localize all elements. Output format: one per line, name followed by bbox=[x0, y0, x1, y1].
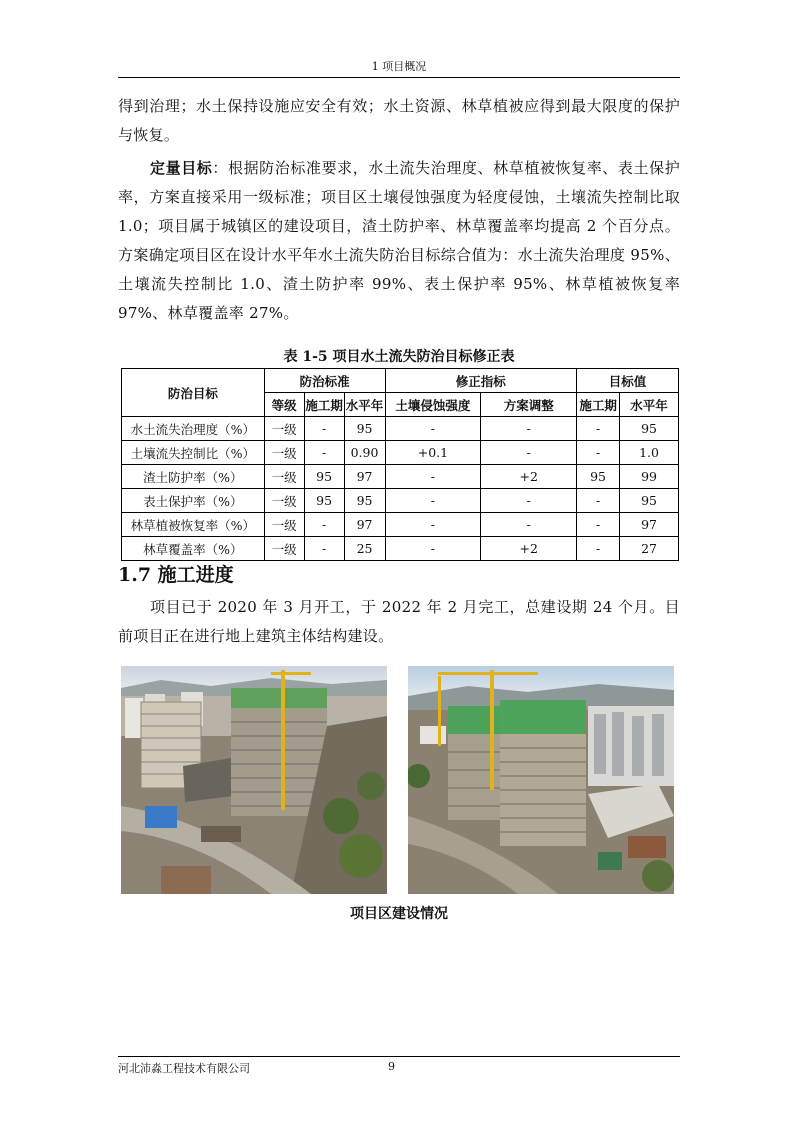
photo-caption: 项目区建设情况 bbox=[350, 906, 448, 922]
header-divider bbox=[118, 77, 680, 78]
header-target-design-year: 水平年 bbox=[620, 393, 679, 417]
table-cell: 95 bbox=[620, 417, 679, 441]
header-target-construction: 施工期 bbox=[577, 393, 620, 417]
table-row bbox=[122, 489, 679, 513]
header-plan-adjust: 方案调整 bbox=[481, 393, 577, 417]
table-cell: 一级 bbox=[264, 417, 304, 441]
table-cell: 95 bbox=[344, 489, 385, 513]
table-cell: 一级 bbox=[264, 441, 304, 465]
header-goal: 防治目标 bbox=[122, 369, 265, 417]
construction-photo-left bbox=[121, 666, 387, 894]
table-cell: 95 bbox=[344, 417, 385, 441]
table-cell: 97 bbox=[344, 513, 385, 537]
table-cell: - bbox=[385, 417, 481, 441]
footer-company: 河北沛淼工程技术有限公司 bbox=[118, 1062, 250, 1075]
table-cell: 一级 bbox=[264, 513, 304, 537]
table-cell: 一级 bbox=[264, 465, 304, 489]
table-cell: - bbox=[577, 441, 620, 465]
table-cell: - bbox=[577, 537, 620, 561]
quantitative-goal-text: ：根据防治标准要求，水土流失治理度、林草植被恢复率、表土保护率，方案直接采用一级标准；项目区土壤侵蚀强度为轻度侵蚀，土壤流失控制比取 1.0；项目属于城镇区的建设项目，渣土防护率、林草覆盖率均提高 2 个百分点。方案确定项目区在设计水平年水土流失防治目标综合值为：水土流失治理度 95%、土壤流失控制比 1.0、渣土防护率 99%、表土保护率 95%、林草植被恢复率 97%、林草覆盖率 27%。 bbox=[118, 159, 680, 322]
section-title: 1.7 施工进度 bbox=[118, 564, 234, 586]
paragraph-governance: 得到治理；水土保持设施应安全有效；水土资源、林草植被应得到最大限度的保护与恢复。 bbox=[118, 97, 680, 144]
table-cell: - bbox=[481, 489, 577, 513]
header-grade: 等级 bbox=[264, 393, 304, 417]
header-standard: 防治标准 bbox=[264, 369, 385, 393]
table-row bbox=[122, 417, 679, 441]
table-cell: +0.1 bbox=[385, 441, 481, 465]
table-cell: +2 bbox=[481, 465, 577, 489]
table-cell: - bbox=[577, 417, 620, 441]
table-cell: - bbox=[577, 513, 620, 537]
table-cell: 林草覆盖率（%） bbox=[122, 537, 265, 561]
table-cell: - bbox=[481, 441, 577, 465]
table-cell: +2 bbox=[481, 537, 577, 561]
table-cell: - bbox=[385, 489, 481, 513]
table-row bbox=[122, 441, 679, 465]
table-row bbox=[122, 537, 679, 561]
construction-photo-right bbox=[408, 666, 674, 894]
quantitative-goal-label: 定量目标 bbox=[150, 159, 213, 177]
table-cell: 99 bbox=[620, 465, 679, 489]
table-cell: 95 bbox=[304, 465, 344, 489]
table-cell: - bbox=[304, 417, 344, 441]
page-header: 1 项目概况 bbox=[371, 60, 427, 73]
footer-divider bbox=[118, 1056, 680, 1057]
table-cell: 一级 bbox=[264, 489, 304, 513]
table-row bbox=[122, 465, 679, 489]
table-cell: 95 bbox=[620, 489, 679, 513]
correction-table bbox=[121, 368, 679, 561]
table-cell: 一级 bbox=[264, 537, 304, 561]
table-cell: 林草植被恢复率（%） bbox=[122, 513, 265, 537]
header-design-year: 水平年 bbox=[344, 393, 385, 417]
table-cell: - bbox=[304, 441, 344, 465]
table-cell: 25 bbox=[344, 537, 385, 561]
header-target: 目标值 bbox=[577, 369, 679, 393]
table-cell: 0.90 bbox=[344, 441, 385, 465]
table-cell: 渣土防护率（%） bbox=[122, 465, 265, 489]
table-cell: 27 bbox=[620, 537, 679, 561]
table-cell: 水土流失治理度（%） bbox=[122, 417, 265, 441]
table-cell: 95 bbox=[577, 465, 620, 489]
table-caption: 表 1-5 项目水土流失防治目标修正表 bbox=[283, 349, 515, 365]
table-cell: 97 bbox=[620, 513, 679, 537]
table-cell: 97 bbox=[344, 465, 385, 489]
table-cell: 95 bbox=[304, 489, 344, 513]
table-cell: - bbox=[481, 513, 577, 537]
paragraph-quantitative-goal bbox=[118, 154, 680, 328]
table-cell: - bbox=[577, 489, 620, 513]
table-cell: - bbox=[304, 513, 344, 537]
table-cell: - bbox=[385, 537, 481, 561]
header-construction: 施工期 bbox=[304, 393, 344, 417]
page-number: 9 bbox=[388, 1060, 395, 1073]
header-erosion: 土壤侵蚀强度 bbox=[385, 393, 481, 417]
table-cell: 1.0 bbox=[620, 441, 679, 465]
table-cell: - bbox=[385, 465, 481, 489]
table-cell: - bbox=[481, 417, 577, 441]
paragraph-schedule: 项目已于 2020 年 3 月开工，于 2022 年 2 月完工，总建设期 24 个月。目前项目正在进行地上建筑主体结构建设。 bbox=[118, 598, 680, 645]
table-cell: 土壤流失控制比（%） bbox=[122, 441, 265, 465]
table-cell: 表土保护率（%） bbox=[122, 489, 265, 513]
table-row bbox=[122, 513, 679, 537]
header-correction: 修正指标 bbox=[385, 369, 577, 393]
table-cell: - bbox=[304, 537, 344, 561]
table-cell: - bbox=[385, 513, 481, 537]
